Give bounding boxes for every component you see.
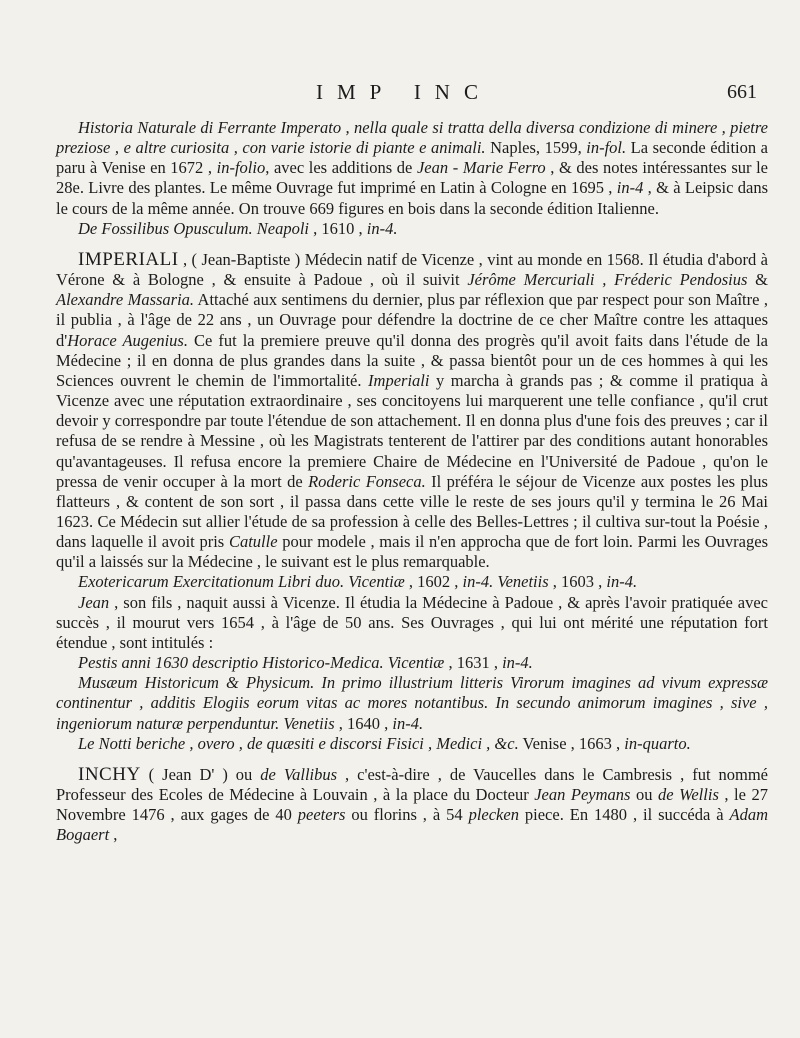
entry-headword: INCHY: [78, 763, 141, 785]
italic-text: Jérôme Mercuriali , Fréderic Pendosius: [467, 270, 748, 290]
body-text: &: [747, 270, 768, 290]
italic-text: Alexandre Massaria.: [56, 290, 195, 310]
body-text: Ce fut la premiere preuve qu'il donna des progrès qu'il avoit faits dans l'étude de la Médecine ; il en donna de plus grandes dans la suite , & passa bientôt pour un de ces hommes à qui les Sciences ouvrent le chemin de l'immortalité.: [56, 330, 768, 390]
citation-paragraph: [56, 734, 768, 754]
italic-text: Roderic Fonseca.: [308, 471, 426, 491]
italic-text: Imperiali: [368, 370, 430, 390]
entry-headword: IMPERIALI: [78, 248, 179, 270]
article-entry: [56, 250, 768, 573]
article-entry: [56, 765, 768, 846]
italic-text: Exotericarum Exercitationum Libri duo. Vicentiæ: [78, 572, 405, 592]
body-text: , ( Jean-Baptiste ) Médecin natif de Vicenze , vint au monde en 1568. Il étudia d'abord à Vérone & à Bologne , & ensuite à Padoue , où il suivit: [56, 249, 768, 290]
italic-text: Historia Naturale di Ferrante Imperato , nella quale si tratta della diversa condizione di minere , pietre preziose , e altre curiosita , con varie istorie di piante e animali.: [56, 118, 768, 158]
body-text: ,: [109, 825, 118, 845]
italic-text: Adam Bogaert: [56, 805, 769, 845]
body-text: ( Jean D' ) ou: [140, 764, 261, 784]
body-text: , 1610 ,: [309, 218, 367, 238]
body-text: Naples, 1599,: [485, 138, 587, 158]
body-text: , avec les additions de: [265, 158, 417, 178]
italic-text: Musæum Historicum & Physicum. In primo illustrium litteris Virorum imagines ad vivum expressæ continentur , additis Elogiis eorum vitas ac mores notantibus. In secundo animorum imagines , sive , ingeniorum naturæ perpenduntur. Venetiis: [56, 673, 768, 733]
italic-text: Horace Augenius.: [67, 330, 188, 350]
text-body: [56, 118, 768, 845]
body-text: , 1603 ,: [548, 572, 607, 592]
body-text: , son fils , naquit aussi à Vicenze. Il étudia la Médecine à Padoue , & après l'avoir pratiquée avec succès , il mourut vers 1654 , à l'âge de 50 ans. Ses Ouvrages , qui lui ont mérité une réputation fort étendue , sont intitulés :: [56, 592, 768, 652]
italic-text: in-4: [616, 178, 644, 198]
italic-text: Pestis anni 1630 descriptio Historico-Medica. Vicentiæ: [78, 653, 445, 673]
italic-text: in-folio: [216, 158, 266, 178]
italic-text: de Wellis: [658, 785, 719, 804]
body-text: ou: [630, 785, 659, 804]
citation-paragraph: [56, 653, 768, 673]
italic-text: in-4.: [502, 653, 533, 673]
italic-text: peeters: [297, 805, 346, 825]
citation-paragraph: [56, 593, 768, 653]
running-head: [0, 80, 800, 110]
running-head-title: IMP INC: [316, 80, 492, 104]
italic-text: Jean Peymans: [534, 785, 631, 804]
body-text: , c'est-à-dire , de Vaucelles dans le Cambresis , fut nommé Professeur des Ecoles de Médecine à Louvain , à la place du Docteur: [56, 764, 769, 804]
italic-text: in-4. Venetiis: [462, 572, 549, 592]
citation-paragraph: [56, 118, 768, 219]
page-number: 661: [727, 81, 757, 103]
body-text: Venise , 1663 ,: [518, 733, 625, 753]
italic-text: in-4.: [392, 713, 424, 733]
body-text: La seconde édition a paru à Venise en 1672 ,: [56, 138, 768, 178]
body-text: ou florins , à 54: [345, 805, 469, 825]
italic-text: Le Notti beriche , overo , de quæsiti e discorsi Fisici , Medici , &c.: [78, 733, 519, 753]
body-text: , 1602 ,: [404, 572, 463, 592]
italic-text: De Fossilibus Opusculum. Neapoli: [78, 218, 309, 238]
italic-text: in-fol.: [586, 138, 627, 158]
citation-paragraph: [56, 673, 768, 733]
italic-text: plecken: [468, 805, 519, 825]
citation-paragraph: [56, 219, 768, 239]
body-text: , 1631 ,: [444, 653, 503, 673]
italic-text: in-4.: [366, 218, 398, 238]
body-text: Il préféra le séjour de Vicenze aux postes les plus flatteurs , & content de son sort , il passa dans cette ville le reste de ses jours qu'il y termina le 26 Mai 1623. Ce Médecin sut allier l'étude de sa profession à celle des Belles-Lettres ; il cultiva sur-tout la Poésie , dans laquelle il avoit pris: [56, 471, 768, 552]
body-text: Attaché aux sentimens du dernier, plus par réflexion que par respect pour son Maître , il publia , à l'âge de 22 ans , un Ouvrage pour défendre la doctrine de ce cher Maître contre les attaques d': [56, 290, 768, 350]
italic-text: Jean: [78, 592, 110, 612]
body-text: , 1640 ,: [334, 713, 393, 733]
body-text: y marcha à grands pas ; & comme il pratiqua à Vicenze avec une réputation extraordinaire , ses concitoyens lui marquerent une telle confiance , qu'il crut devoir y correspondre par toute l'étendue de son attachement. Il en donna plus d'une fois des preuves ; car il refusa de se rendre à Messine , où les Magistrats tenterent de l'attirer par des conditions autant honorables qu'avantageuses. Il refusa encore la premiere Chaire de Médecine en l'Université de Padoue , qu'on le pressa de venir occuper à la mort de: [56, 370, 768, 491]
body-text: , & des notes intéressantes sur le 28e. Livre des plantes. Le même Ouvrage fut imprimé en Latin à Cologne en 1695 ,: [56, 158, 768, 198]
italic-text: Jean - Marie Ferro: [416, 158, 546, 178]
body-text: pour modele , mais il n'en approcha que de fort loin. Parmi les Ouvrages qu'il a laissés sur la Médecine , le suivant est le plus remarquable.: [56, 532, 768, 572]
body-text: piece. En 1480 , il succéda à: [518, 805, 730, 825]
italic-text: in-quarto.: [624, 733, 691, 753]
citation-paragraph: [56, 572, 768, 592]
italic-text: de Vallibus: [260, 764, 338, 784]
italic-text: in-4.: [606, 572, 638, 592]
italic-text: Catulle: [228, 532, 278, 552]
body-text: , & à Leipsic dans le cours de la même année. On trouve 669 figures en bois dans la seconde édition Italienne.: [56, 178, 769, 218]
body-text: , le 27 Novembre 1476 , aux gages de 40: [56, 785, 768, 825]
